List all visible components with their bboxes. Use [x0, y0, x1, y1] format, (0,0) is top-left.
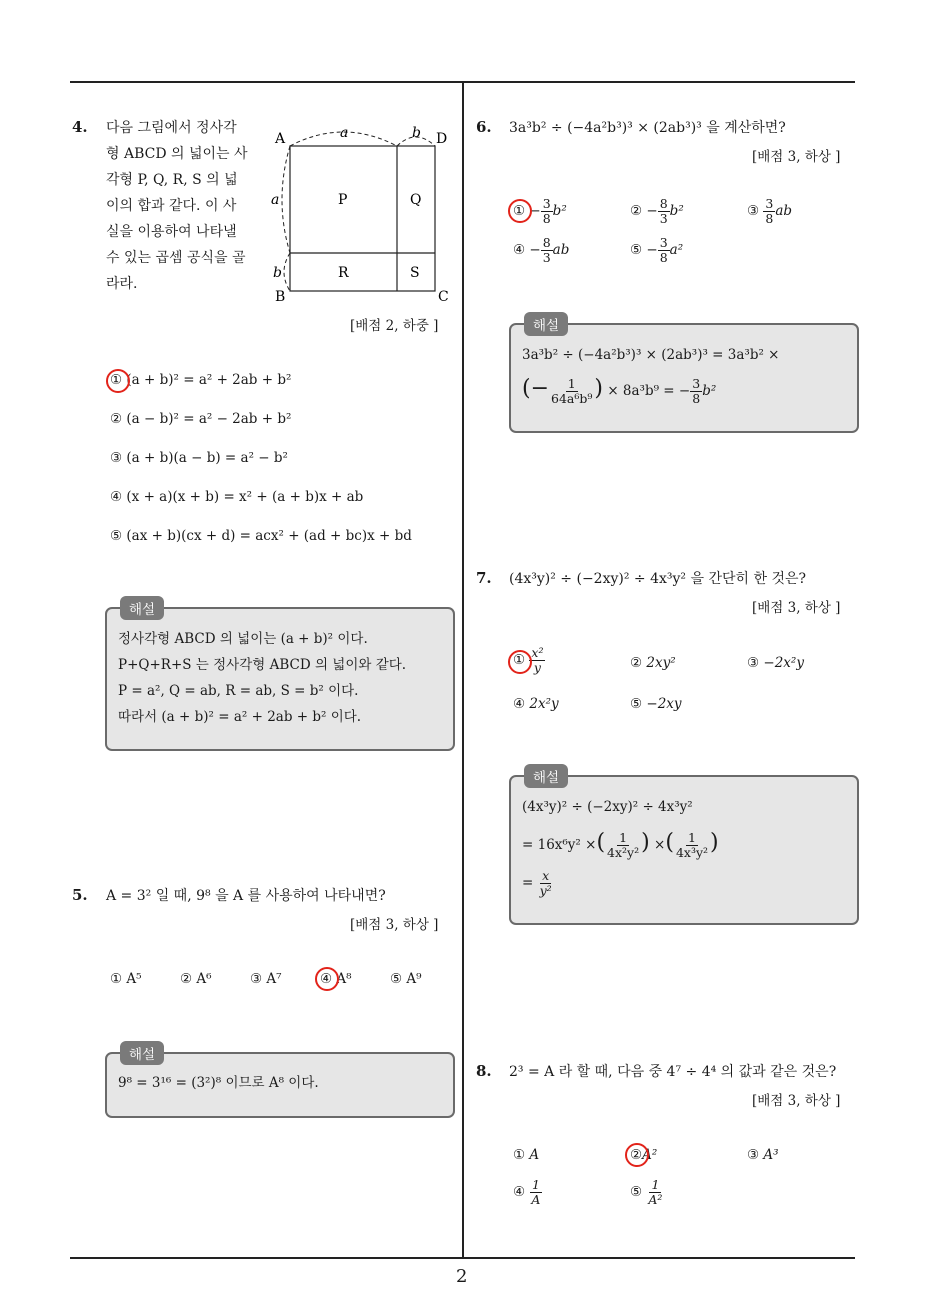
- label-S: S: [410, 265, 420, 281]
- q6-choice-3[interactable]: ③ $\frac{3}{8}$ ab: [747, 196, 793, 226]
- q7-score: [배점 3, 하상 ]: [752, 600, 841, 616]
- label-B: B: [275, 289, 286, 305]
- q4-choice-5[interactable]: ⑤ (ax + b)(cx + d) = acx² + (ad + bc)x + bd: [110, 528, 412, 544]
- q4-choice-2[interactable]: ② (a − b)² = a² − 2ab + b²: [110, 411, 292, 427]
- q5-choice-2[interactable]: ② A⁶: [180, 971, 212, 987]
- q7-solution-line-1: (4x³y)² ÷ (−2xy)² ÷ 4x³y²: [522, 799, 693, 815]
- q5-number: 5.: [72, 886, 88, 904]
- bottom-rule: [70, 1257, 855, 1259]
- label-b-top: b: [412, 125, 421, 141]
- q8-choice-1[interactable]: ① A: [513, 1147, 540, 1163]
- answer-mark-circle: [508, 650, 532, 674]
- q6-choice-4[interactable]: ④ − $\frac{8}{3}$ ab: [513, 235, 570, 265]
- q4-choice-1[interactable]: ① (a + b)² = a² + 2ab + b²: [110, 372, 292, 388]
- q5-solution-tag: 해설: [120, 1041, 164, 1065]
- q8-score: [배점 3, 하상 ]: [752, 1093, 841, 1109]
- q6-choice-1[interactable]: ① − $\frac{3}{8}$ b²: [513, 196, 567, 226]
- q8-choice-3[interactable]: ③ A³: [747, 1147, 779, 1163]
- label-P: P: [338, 192, 348, 208]
- q7-choice-3[interactable]: ③ −2x²y: [747, 655, 804, 671]
- q5-choice-5[interactable]: ⑤ A⁹: [390, 971, 422, 987]
- q6-number: 6.: [476, 118, 492, 136]
- label-C: C: [438, 289, 449, 305]
- q4-square-figure: [268, 120, 458, 310]
- q6-solution-line-1: 3a³b² ÷ (−4a²b³)³ × (2ab³)³ = 3a³b² ×: [522, 347, 780, 363]
- q7-solution-tag: 해설: [524, 764, 568, 788]
- label-R: R: [338, 265, 349, 281]
- q5-solution-text: 9⁸ = 3¹⁶ = (3²)⁸ 이므로 A⁸ 이다.: [118, 1075, 319, 1091]
- q4-score: [배점 2, 하중 ]: [350, 318, 439, 334]
- q5-choice-3[interactable]: ③ A⁷: [250, 971, 282, 987]
- q4-text: 다음 그림에서 정사각 형 ABCD 의 넓이는 사 각형 P, Q, R, S 의 넓 이의 합과 같다. 이 사 실을 이용하여 나타낼 수 있는 곱셈 공식을 골 라라.: [106, 120, 248, 292]
- q6-solution-tag: 해설: [524, 312, 568, 336]
- q4-choice-3[interactable]: ③ (a + b)(a − b) = a² − b²: [110, 450, 288, 466]
- q7-choice-4[interactable]: ④ 2x²y: [513, 696, 559, 712]
- q7-choice-1[interactable]: ① $\frac{\text{x²}}{y}$: [513, 645, 544, 675]
- answer-mark-circle: [508, 199, 532, 223]
- answer-mark-circle: [106, 369, 130, 393]
- q7-solution-line-2: = 16x⁶y² ×( $\frac{1}{\text{4x²y²}}$ ) ×( $\frac{1}{\text{4x³y²}}$ ): [522, 830, 719, 860]
- q6-choice-5[interactable]: ⑤ − $\frac{3}{8}$ a²: [630, 235, 684, 265]
- q5-text: A = 3² 일 때, 9⁸ 을 A 를 사용하여 나타내면?: [106, 888, 386, 904]
- q4-number: 4.: [72, 118, 88, 136]
- q8-text: 2³ = A 라 할 때, 다음 중 4⁷ ÷ 4⁴ 의 값과 같은 것은?: [509, 1064, 837, 1080]
- q7-choice-5[interactable]: ⑤ −2xy: [630, 696, 682, 712]
- q7-choice-2[interactable]: ② 2xy²: [630, 655, 676, 671]
- label-a-left: a: [271, 192, 280, 208]
- q4-choice-4[interactable]: ④ (x + a)(x + b) = x² + (a + b)x + ab: [110, 489, 364, 505]
- label-D: D: [436, 131, 448, 147]
- q8-number: 8.: [476, 1062, 492, 1080]
- q7-number: 7.: [476, 569, 492, 587]
- label-Q: Q: [410, 192, 422, 208]
- q5-score: [배점 3, 하상 ]: [350, 917, 439, 933]
- q5-choice-1[interactable]: ① A⁵: [110, 971, 142, 987]
- label-b-left: b: [273, 265, 282, 281]
- q6-choice-2[interactable]: ② − $\frac{8}{3}$ b²: [630, 196, 684, 226]
- q7-solution-line-3: = $\frac{x}{\text{y²}}$: [522, 868, 552, 898]
- q4-solution-tag: 해설: [120, 596, 164, 620]
- label-a-top: a: [340, 125, 349, 141]
- page-number: 2: [456, 1266, 468, 1287]
- answer-mark-circle: [625, 1143, 649, 1167]
- column-divider: [462, 82, 464, 1258]
- q8-choice-4[interactable]: ④ $\frac{1}{A}$: [513, 1177, 541, 1207]
- q5-choice-4[interactable]: ④ A⁸: [320, 971, 352, 987]
- q8-choice-5[interactable]: ⑤ $\frac{1}{\text{A²}}$: [630, 1177, 663, 1207]
- label-A: A: [275, 131, 286, 147]
- q8-choice-2[interactable]: ②A²: [630, 1147, 658, 1163]
- q4-solution-text: 정사각형 ABCD 의 넓이는 (a + b)² 이다. P+Q+R+S 는 정사각형 ABCD 의 넓이와 같다. P = a², Q = ab, R = ab, S = b² 이다. 따라서 (a + b)² = a² + 2ab + b² 이다.: [118, 631, 407, 725]
- q7-text: (4x³y)² ÷ (−2xy)² ÷ 4x³y² 을 간단히 한 것은?: [509, 571, 807, 587]
- q6-solution-line-2: (− $\frac{1}{\text{64a⁶b⁹}}$ ) × 8a³b⁹ = − $\frac{3}{8}$ b²: [522, 376, 717, 406]
- q6-score: [배점 3, 하상 ]: [752, 149, 841, 165]
- q6-text: 3a³b² ÷ (−4a²b³)³ × (2ab³)³ 을 계산하면?: [509, 120, 786, 136]
- answer-mark-circle: [315, 967, 339, 991]
